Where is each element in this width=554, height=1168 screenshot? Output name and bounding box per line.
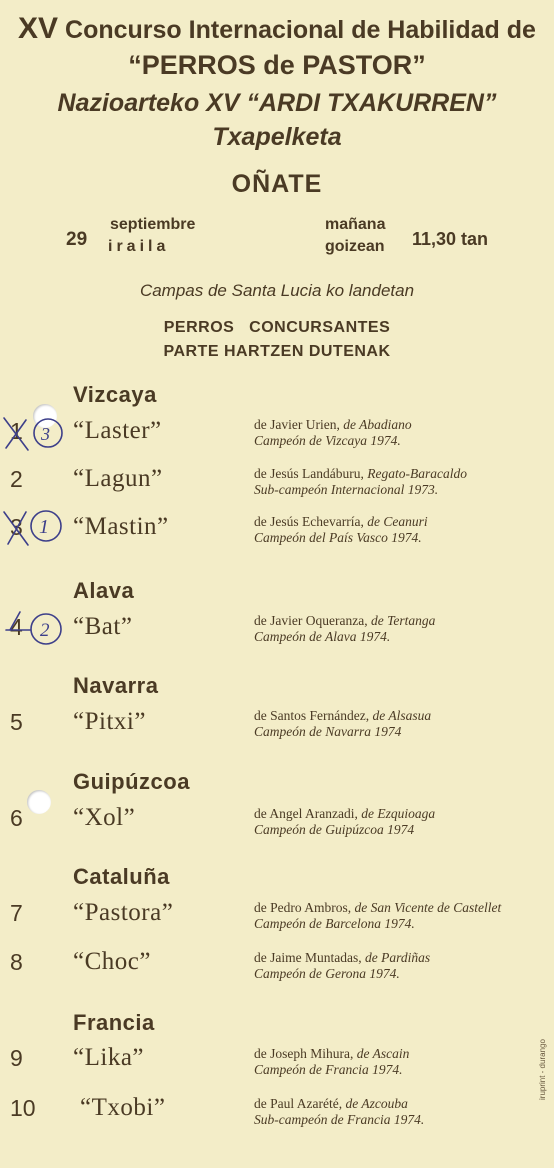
header-line4: Txapelketa bbox=[212, 123, 342, 151]
owner-name: de Joseph Mihura, bbox=[254, 1046, 354, 1061]
entry-number: 9 bbox=[10, 1045, 23, 1071]
owner-name: de Angel Aranzadi, bbox=[254, 806, 358, 821]
header-line3: Nazioarteko XV “ARDI TXAKURREN” bbox=[57, 89, 497, 117]
region-heading: Guipúzcoa bbox=[73, 769, 190, 794]
handwritten-rank: 3 bbox=[41, 424, 50, 444]
owner-name: de Paul Azarété, bbox=[254, 1096, 343, 1111]
owner-place: de Abadiano bbox=[339, 417, 412, 432]
strike-mark bbox=[4, 512, 28, 545]
owner-name: de Jaime Muntadas, bbox=[254, 950, 362, 965]
section-title-eu: PARTE HARTZEN DUTENAK bbox=[163, 343, 391, 360]
region-heading: Francia bbox=[73, 1010, 155, 1035]
entry-number: 1 bbox=[10, 418, 23, 444]
roman-numeral: XV bbox=[18, 12, 59, 45]
owner-place: de San Vicente de Castellet bbox=[351, 900, 502, 915]
entry-number: 2 bbox=[10, 466, 23, 492]
entry-number: 10 bbox=[10, 1095, 36, 1121]
owner-name: de Santos Fernández, bbox=[254, 708, 370, 723]
region-heading: Navarra bbox=[73, 673, 159, 698]
entry-number: 3 bbox=[10, 514, 23, 540]
handwritten-rank: 2 bbox=[40, 620, 50, 641]
owner-place: de Tertanga bbox=[367, 613, 436, 628]
region-heading: Vizcaya bbox=[73, 382, 157, 407]
header-line2: “PERROS de PASTOR” bbox=[128, 50, 426, 80]
owner-place: de Ceanuri bbox=[363, 514, 428, 529]
printer-credit: iruprint - durango bbox=[538, 1039, 547, 1100]
time-spanish: mañana bbox=[325, 216, 386, 233]
entry-title: Campeón de Vizcaya 1974. bbox=[254, 433, 401, 448]
entry-title: Campeón del País Vasco 1974. bbox=[254, 530, 422, 545]
entry-title: Campeón de Barcelona 1974. bbox=[254, 916, 415, 931]
region-heading: Cataluña bbox=[73, 864, 170, 889]
dog-name: “Xol” bbox=[73, 804, 136, 831]
entry-title: Sub-campeón Internacional 1973. bbox=[254, 482, 439, 497]
owner-name: de Jesús Landáburu, bbox=[254, 466, 364, 481]
owner-name: de Pedro Ambros, bbox=[254, 900, 352, 915]
entry-title: Sub-campeón de Francia 1974. bbox=[254, 1112, 425, 1127]
entry-number: 7 bbox=[10, 900, 23, 926]
section-title-es: PERROS CONCURSANTES bbox=[163, 319, 391, 336]
city-title: OÑATE bbox=[231, 170, 323, 198]
dog-name: “Lagun” bbox=[73, 465, 163, 492]
dog-name: “Bat” bbox=[73, 613, 133, 640]
owner-name: de Javier Urien, bbox=[254, 417, 340, 432]
owner-place: de Azcouba bbox=[342, 1096, 408, 1111]
owner-place: de Ezquioaga bbox=[357, 806, 436, 821]
entry-title: Campeón de Navarra 1974 bbox=[254, 724, 402, 739]
owner-place: de Pardiñas bbox=[361, 950, 431, 965]
contest-title: Concurso Internacional de Habilidad de bbox=[65, 16, 536, 44]
start-hour: 11,30 tan bbox=[412, 229, 489, 249]
owner-place: Regato-Baracaldo bbox=[363, 466, 467, 481]
entry-title: Campeón de Francia 1974. bbox=[254, 1062, 403, 1077]
venue: Campas de Santa Lucia ko landetan bbox=[139, 281, 415, 300]
dog-name: “Choc” bbox=[73, 948, 151, 975]
dog-name: “Lika” bbox=[73, 1044, 145, 1071]
entry-title: Campeón de Guipúzcoa 1974 bbox=[254, 822, 415, 837]
owner-name: de Jesús Echevarría, bbox=[254, 514, 364, 529]
month-basque: iraila bbox=[108, 238, 170, 255]
time-basque: goizean bbox=[325, 238, 385, 255]
strike-mark bbox=[6, 612, 30, 630]
entry-title: Campeón de Gerona 1974. bbox=[254, 966, 400, 981]
entry-number: 5 bbox=[10, 709, 23, 735]
owner-place: de Alsasua bbox=[369, 708, 432, 723]
entry-number: 8 bbox=[10, 949, 23, 975]
owner-place: de Ascain bbox=[353, 1046, 410, 1061]
dog-name: “Pastora” bbox=[73, 899, 174, 926]
entry-title: Campeón de Alava 1974. bbox=[254, 629, 391, 644]
entry-number: 6 bbox=[10, 805, 23, 831]
dog-name: “Laster” bbox=[73, 417, 162, 444]
owner-name: de Javier Oqueranza, bbox=[254, 613, 368, 628]
dog-name: “Mastin” bbox=[73, 513, 169, 540]
dog-name: “Txobi” bbox=[80, 1094, 166, 1121]
entry-number: 4 bbox=[10, 614, 23, 640]
region-heading: Alava bbox=[73, 578, 135, 603]
handwritten-rank: 1 bbox=[39, 516, 49, 538]
month-spanish: septiembre bbox=[110, 216, 196, 233]
dog-name: “Pitxi” bbox=[73, 708, 146, 735]
strike-mark bbox=[4, 418, 28, 450]
date-day: 29 bbox=[66, 229, 88, 250]
